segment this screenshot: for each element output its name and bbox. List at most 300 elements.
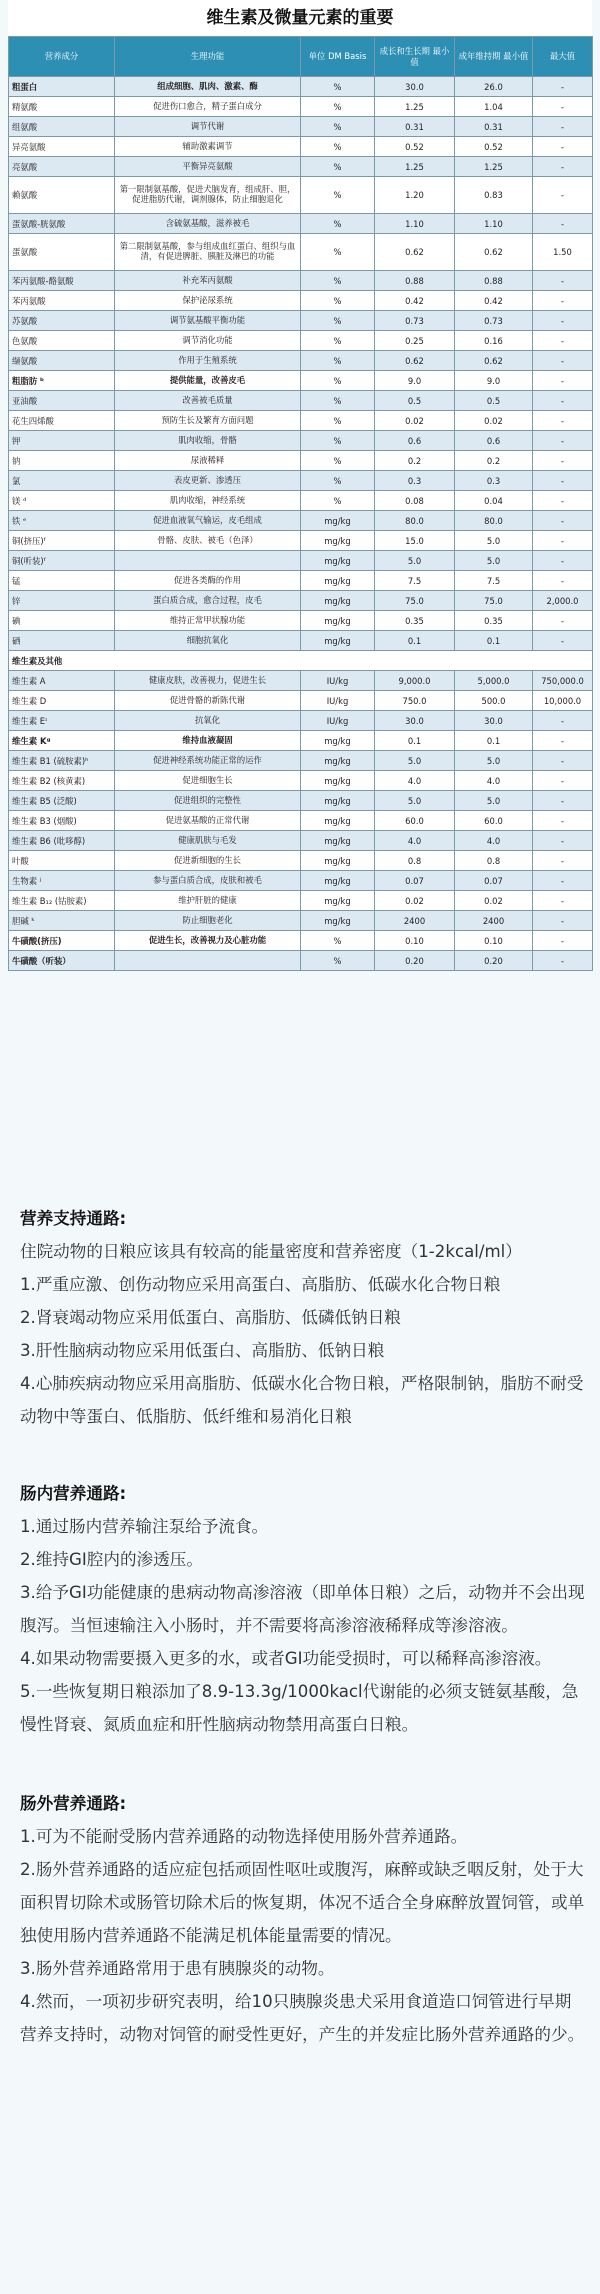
section-spacer — [20, 1433, 586, 1477]
nutrient-cell: 锌 — [9, 591, 115, 611]
nutrient-cell: 苏氨酸 — [9, 311, 115, 331]
section-paragraph: 3.肠外营养通路常用于患有胰腺炎的动物。 — [20, 1959, 335, 1978]
max-cell: - — [533, 137, 593, 157]
function-cell: 作用于生殖系统 — [115, 351, 301, 371]
function-cell — [115, 551, 301, 571]
header-nutrient: 营养成分 — [9, 37, 115, 77]
table-header-row — [9, 37, 593, 77]
nutrient-cell: 维生素 B1 (硫胺素)ʰ — [9, 751, 115, 771]
function-cell: 改善被毛质量 — [115, 391, 301, 411]
function-cell: 参与蛋白质合成，皮肤和被毛 — [115, 871, 301, 891]
growth-min-cell: 0.62 — [375, 234, 455, 271]
function-cell: 抗氧化 — [115, 711, 301, 731]
table-row — [9, 671, 593, 691]
function-cell: 促进血液氧气输运，皮毛组成 — [115, 511, 301, 531]
adult-min-cell: 7.5 — [455, 571, 533, 591]
growth-min-cell: 0.1 — [375, 631, 455, 651]
section-spacer — [20, 1741, 586, 1787]
table-row — [9, 871, 593, 891]
adult-min-cell: 0.1 — [455, 731, 533, 751]
adult-min-cell: 500.0 — [455, 691, 533, 711]
adult-min-cell: 0.83 — [455, 177, 533, 214]
table-row — [9, 351, 593, 371]
growth-min-cell: 0.10 — [375, 931, 455, 951]
adult-min-cell: 5.0 — [455, 531, 533, 551]
table-title: 维生素及微量元素的重要 — [206, 8, 394, 28]
nutrient-cell: 赖氨酸 — [9, 177, 115, 214]
nutrient-cell: 蛋氨酸-胱氨酸 — [9, 214, 115, 234]
unit-cell: % — [301, 157, 375, 177]
unit-cell: % — [301, 491, 375, 511]
table-row — [9, 214, 593, 234]
adult-min-cell: 0.73 — [455, 311, 533, 331]
adult-min-cell: 26.0 — [455, 77, 533, 97]
unit-cell: % — [301, 951, 375, 971]
nutrient-cell: 铜(挤压)ᶠ — [9, 531, 115, 551]
section-paragraph: 5.一些恢复期日粮添加了8.9-13.3g/1000kacl代谢能的必须支链氨基酸，急慢性肾衰、氮质血症和肝性脑病动物禁用高蛋白日粮。 — [20, 1682, 579, 1734]
adult-min-cell: 4.0 — [455, 771, 533, 791]
function-cell: 促进氨基酸的正常代谢 — [115, 811, 301, 831]
adult-min-cell: 0.20 — [455, 951, 533, 971]
growth-min-cell: 9,000.0 — [375, 671, 455, 691]
table-row — [9, 771, 593, 791]
function-cell: 表皮更新、渗透压 — [115, 471, 301, 491]
max-cell: - — [533, 411, 593, 431]
growth-min-cell: 60.0 — [375, 811, 455, 831]
section-paragraph: 1.严重应激、创伤动物应采用高蛋白、高脂肪、低碳水化合物日粮 — [20, 1275, 501, 1294]
table-section-row — [9, 651, 593, 671]
adult-min-cell: 1.10 — [455, 214, 533, 234]
nutrient-cell: 维生素 B₁₂ (钴胺素) — [9, 891, 115, 911]
nutrient-cell: 色氨酸 — [9, 331, 115, 351]
growth-min-cell: 0.62 — [375, 351, 455, 371]
function-cell: 尿液稀释 — [115, 451, 301, 471]
table-row — [9, 291, 593, 311]
max-cell: 10,000.0 — [533, 691, 593, 711]
unit-cell: % — [301, 77, 375, 97]
function-cell: 维持血液凝固 — [115, 731, 301, 751]
table-row — [9, 97, 593, 117]
unit-cell: mg/kg — [301, 871, 375, 891]
max-cell: - — [533, 751, 593, 771]
table-row — [9, 491, 593, 511]
unit-cell: % — [301, 391, 375, 411]
unit-cell: mg/kg — [301, 631, 375, 651]
section-paragraph: 4.然而，一项初步研究表明，给10只胰腺炎患犬采用食道造口饲管进行早期营养支持时，动物对饲管的耐受性更好，产生的并发症比肠外营养通路的少。 — [20, 1992, 585, 2044]
function-cell: 促进生长，改善视力及心脏功能 — [115, 931, 301, 951]
max-cell: - — [533, 117, 593, 137]
max-cell: - — [533, 711, 593, 731]
unit-cell: % — [301, 234, 375, 271]
adult-min-cell: 0.88 — [455, 271, 533, 291]
adult-min-cell: 5.0 — [455, 751, 533, 771]
table-row — [9, 177, 593, 214]
unit-cell: % — [301, 97, 375, 117]
nutrient-cell: 维生素 D — [9, 691, 115, 711]
header-max: 最大值 — [533, 37, 593, 77]
growth-min-cell: 1.10 — [375, 214, 455, 234]
adult-min-cell: 60.0 — [455, 811, 533, 831]
growth-min-cell: 0.5 — [375, 391, 455, 411]
table-row — [9, 531, 593, 551]
adult-min-cell: 0.10 — [455, 931, 533, 951]
table-row — [9, 551, 593, 571]
nutrient-cell: 粗脂肪 ᵇ — [9, 371, 115, 391]
table-row — [9, 431, 593, 451]
function-cell: 促进骨骼的新陈代谢 — [115, 691, 301, 711]
nutrient-cell: 蛋氨酸 — [9, 234, 115, 271]
growth-min-cell: 0.8 — [375, 851, 455, 871]
adult-min-cell: 0.6 — [455, 431, 533, 451]
function-cell: 维护肝脏的健康 — [115, 891, 301, 911]
nutrient-table-panel — [8, 0, 592, 971]
max-cell: - — [533, 177, 593, 214]
function-cell: 防止细胞老化 — [115, 911, 301, 931]
section-heading: 肠内营养通路: — [20, 1484, 127, 1503]
unit-cell: mg/kg — [301, 831, 375, 851]
max-cell: - — [533, 631, 593, 651]
growth-min-cell: 0.35 — [375, 611, 455, 631]
nutrient-cell: 缬氨酸 — [9, 351, 115, 371]
nutrient-cell: 苯丙氨酸-酪氨酸 — [9, 271, 115, 291]
max-cell: - — [533, 291, 593, 311]
table-row — [9, 751, 593, 771]
max-cell: - — [533, 491, 593, 511]
growth-min-cell: 0.2 — [375, 451, 455, 471]
function-cell: 平衡异亮氨酸 — [115, 157, 301, 177]
unit-cell: IU/kg — [301, 691, 375, 711]
adult-min-cell: 5.0 — [455, 551, 533, 571]
max-cell: 2,000.0 — [533, 591, 593, 611]
adult-min-cell: 2400 — [455, 911, 533, 931]
unit-cell: IU/kg — [301, 711, 375, 731]
unit-cell: mg/kg — [301, 791, 375, 811]
nutrient-cell: 花生四烯酸 — [9, 411, 115, 431]
section-paragraph: 3.给予GI功能健康的患病动物高渗溶液（即单体日粮）之后，动物并不会出现腹泻。当恒速输注入小肠时，并不需要将高渗溶液稀释成等渗溶液。 — [20, 1583, 585, 1635]
max-cell: - — [533, 157, 593, 177]
unit-cell: mg/kg — [301, 571, 375, 591]
growth-min-cell: 1.25 — [375, 97, 455, 117]
adult-min-cell: 0.31 — [455, 117, 533, 137]
nutrient-cell: 粗蛋白 — [9, 77, 115, 97]
article-body — [20, 1160, 586, 2051]
table-row — [9, 851, 593, 871]
max-cell: - — [533, 391, 593, 411]
table-row — [9, 391, 593, 411]
nutrient-cell: 组氨酸 — [9, 117, 115, 137]
adult-min-cell: 80.0 — [455, 511, 533, 531]
max-cell: - — [533, 731, 593, 751]
growth-min-cell: 30.0 — [375, 711, 455, 731]
function-cell: 促进伤口愈合，精子蛋白成分 — [115, 97, 301, 117]
unit-cell: mg/kg — [301, 591, 375, 611]
adult-min-cell: 1.04 — [455, 97, 533, 117]
growth-min-cell: 0.42 — [375, 291, 455, 311]
growth-min-cell: 0.20 — [375, 951, 455, 971]
table-row — [9, 691, 593, 711]
function-cell: 提供能量，改善皮毛 — [115, 371, 301, 391]
max-cell: - — [533, 271, 593, 291]
unit-cell: mg/kg — [301, 551, 375, 571]
function-cell: 肌肉收缩，骨骼 — [115, 431, 301, 451]
nutrient-cell: 锰 — [9, 571, 115, 591]
growth-min-cell: 4.0 — [375, 771, 455, 791]
function-cell: 促进细胞生长 — [115, 771, 301, 791]
unit-cell: % — [301, 351, 375, 371]
function-cell: 调节代谢 — [115, 117, 301, 137]
max-cell: - — [533, 891, 593, 911]
growth-min-cell: 5.0 — [375, 551, 455, 571]
nutrient-cell: 生物素 ʲ — [9, 871, 115, 891]
header-growth-min: 成长和生长期 最小值 — [375, 37, 455, 77]
function-cell: 保护泌尿系统 — [115, 291, 301, 311]
nutrient-cell: 胆碱 ᵏ — [9, 911, 115, 931]
function-cell: 促进组织的完整性 — [115, 791, 301, 811]
unit-cell: % — [301, 291, 375, 311]
max-cell: - — [533, 351, 593, 371]
max-cell: - — [533, 551, 593, 571]
nutrient-cell: 维生素 B5 (泛酸) — [9, 791, 115, 811]
function-cell: 促进新细胞的生长 — [115, 851, 301, 871]
nutrient-cell: 硒 — [9, 631, 115, 651]
nutrient-cell: 精氨酸 — [9, 97, 115, 117]
table-row — [9, 371, 593, 391]
function-cell: 促进各类酶的作用 — [115, 571, 301, 591]
section-paragraph: 2.维持GI腔内的渗透压。 — [20, 1550, 203, 1569]
growth-min-cell: 7.5 — [375, 571, 455, 591]
max-cell: 750,000.0 — [533, 671, 593, 691]
section-heading: 营养支持通路: — [20, 1209, 127, 1228]
nutrient-cell: 亮氨酸 — [9, 157, 115, 177]
function-cell: 组成细胞、肌肉、激素、酶 — [115, 77, 301, 97]
unit-cell: mg/kg — [301, 611, 375, 631]
growth-min-cell: 1.25 — [375, 157, 455, 177]
table-row — [9, 571, 593, 591]
nutrient-cell: 镁 ᵈ — [9, 491, 115, 511]
max-cell: - — [533, 911, 593, 931]
function-cell: 辅助激素调节 — [115, 137, 301, 157]
growth-min-cell: 75.0 — [375, 591, 455, 611]
adult-min-cell: 0.16 — [455, 331, 533, 351]
max-cell: - — [533, 331, 593, 351]
max-cell: - — [533, 791, 593, 811]
table-row — [9, 471, 593, 491]
table-row — [9, 611, 593, 631]
nutrient-cell: 钠 — [9, 451, 115, 471]
section-paragraph: 1.通过肠内营养输注泵给予流食。 — [20, 1517, 269, 1536]
nutrient-cell: 维生素 Eᶦ — [9, 711, 115, 731]
growth-min-cell: 15.0 — [375, 531, 455, 551]
adult-min-cell: 30.0 — [455, 711, 533, 731]
unit-cell: mg/kg — [301, 911, 375, 931]
table-body — [9, 77, 593, 971]
adult-min-cell: 0.62 — [455, 234, 533, 271]
table-row — [9, 831, 593, 851]
function-cell: 第一限制氨基酸，促进犬脑发育，组成肝、胆，促进脂肪代谢，调剂腺体，防止细胞退化 — [115, 177, 301, 214]
table-row — [9, 117, 593, 137]
adult-min-cell: 0.8 — [455, 851, 533, 871]
header-unit: 单位 DM Basis — [301, 37, 375, 77]
section-paragraph: 1.可为不能耐受肠内营养通路的动物选择使用肠外营养通路。 — [20, 1827, 468, 1846]
table-row — [9, 411, 593, 431]
unit-cell: mg/kg — [301, 811, 375, 831]
section-paragraph: 4.心肺疾病动物应采用高脂肪、低碳水化合物日粮，严格限制钠，脂肪不耐受动物中等蛋白、低脂肪、低纤维和易消化日粮 — [20, 1374, 584, 1426]
growth-min-cell: 0.02 — [375, 411, 455, 431]
max-cell: - — [533, 851, 593, 871]
adult-min-cell: 0.3 — [455, 471, 533, 491]
table-row — [9, 731, 593, 751]
growth-min-cell: 9.0 — [375, 371, 455, 391]
table-row — [9, 137, 593, 157]
max-cell: - — [533, 431, 593, 451]
growth-min-cell: 0.08 — [375, 491, 455, 511]
function-cell: 维持正常甲状腺功能 — [115, 611, 301, 631]
table-row — [9, 157, 593, 177]
unit-cell: % — [301, 311, 375, 331]
unit-cell: mg/kg — [301, 751, 375, 771]
max-cell: - — [533, 471, 593, 491]
table-row — [9, 911, 593, 931]
adult-min-cell: 1.25 — [455, 157, 533, 177]
unit-cell: % — [301, 931, 375, 951]
max-cell: - — [533, 371, 593, 391]
max-cell: - — [533, 871, 593, 891]
section-paragraph: 4.如果动物需要摄入更多的水，或者GI功能受损时，可以稀释高渗溶液。 — [20, 1649, 552, 1668]
unit-cell: % — [301, 271, 375, 291]
max-cell: - — [533, 511, 593, 531]
max-cell: - — [533, 77, 593, 97]
max-cell: - — [533, 571, 593, 591]
adult-min-cell: 0.62 — [455, 351, 533, 371]
function-cell: 健康肌肤与毛发 — [115, 831, 301, 851]
unit-cell: % — [301, 137, 375, 157]
table-row — [9, 631, 593, 651]
max-cell: - — [533, 831, 593, 851]
function-cell: 健康皮肤，改善视力，促进生长 — [115, 671, 301, 691]
adult-min-cell: 9.0 — [455, 371, 533, 391]
unit-cell: % — [301, 371, 375, 391]
max-cell: - — [533, 931, 593, 951]
max-cell: 1.50 — [533, 234, 593, 271]
function-cell: 肌肉收缩，神经系统 — [115, 491, 301, 511]
table-row — [9, 891, 593, 911]
table-row — [9, 77, 593, 97]
unit-cell: mg/kg — [301, 891, 375, 911]
growth-min-cell: 0.3 — [375, 471, 455, 491]
max-cell: - — [533, 811, 593, 831]
section-paragraph: 2.肾衰竭动物应采用低蛋白、高脂肪、低磷低钠日粮 — [20, 1308, 401, 1327]
function-cell: 促进神经系统功能正常的运作 — [115, 751, 301, 771]
unit-cell: % — [301, 411, 375, 431]
table-row — [9, 791, 593, 811]
adult-min-cell: 5,000.0 — [455, 671, 533, 691]
nutrient-cell: 维生素 A — [9, 671, 115, 691]
table-row — [9, 951, 593, 971]
section-paragraph: 住院动物的日粮应该具有较高的能量密度和营养密度（1-2kcal/ml） — [20, 1242, 522, 1261]
adult-min-cell: 0.07 — [455, 871, 533, 891]
table-row — [9, 331, 593, 351]
function-cell — [115, 951, 301, 971]
function-cell: 调节氨基酸平衡功能 — [115, 311, 301, 331]
growth-min-cell: 80.0 — [375, 511, 455, 531]
function-cell: 预防生长及繁育方面问题 — [115, 411, 301, 431]
section-label: 维生素及其他 — [9, 651, 593, 671]
header-adult-min: 成年维持期 最小值 — [455, 37, 533, 77]
growth-min-cell: 0.6 — [375, 431, 455, 451]
section-spacer — [20, 1160, 586, 1202]
unit-cell: % — [301, 331, 375, 351]
function-cell: 补充苯丙氨酸 — [115, 271, 301, 291]
function-cell: 含硫氨基酸，滋养被毛 — [115, 214, 301, 234]
table-row — [9, 271, 593, 291]
nutrient-cell: 异亮氨酸 — [9, 137, 115, 157]
adult-min-cell: 4.0 — [455, 831, 533, 851]
growth-min-cell: 0.02 — [375, 891, 455, 911]
growth-min-cell: 30.0 — [375, 77, 455, 97]
growth-min-cell: 1.20 — [375, 177, 455, 214]
nutrient-cell: 维生素 B6 (吡哆醇) — [9, 831, 115, 851]
table-row — [9, 451, 593, 471]
unit-cell: mg/kg — [301, 511, 375, 531]
adult-min-cell: 0.02 — [455, 891, 533, 911]
adult-min-cell: 75.0 — [455, 591, 533, 611]
nutrient-cell: 铜(听装)ᶠ — [9, 551, 115, 571]
max-cell: - — [533, 451, 593, 471]
unit-cell: mg/kg — [301, 531, 375, 551]
nutrient-cell: 钾 — [9, 431, 115, 451]
unit-cell: % — [301, 214, 375, 234]
adult-min-cell: 0.1 — [455, 631, 533, 651]
table-row — [9, 591, 593, 611]
table-row — [9, 234, 593, 271]
section-heading: 肠外营养通路: — [20, 1794, 127, 1813]
nutrient-table — [8, 36, 593, 971]
adult-min-cell: 0.04 — [455, 491, 533, 511]
nutrient-cell: 维生素 B3 (烟酸) — [9, 811, 115, 831]
function-cell: 蛋白质合成，愈合过程，皮毛 — [115, 591, 301, 611]
table-row — [9, 311, 593, 331]
header-function: 生理功能 — [115, 37, 301, 77]
unit-cell: % — [301, 471, 375, 491]
max-cell: - — [533, 611, 593, 631]
table-row — [9, 711, 593, 731]
nutrient-cell: 牛磺酸（听装） — [9, 951, 115, 971]
unit-cell: mg/kg — [301, 731, 375, 751]
max-cell: - — [533, 771, 593, 791]
adult-min-cell: 0.2 — [455, 451, 533, 471]
adult-min-cell: 5.0 — [455, 791, 533, 811]
nutrient-cell: 维生素 Kᵍ — [9, 731, 115, 751]
max-cell: - — [533, 214, 593, 234]
growth-min-cell: 0.88 — [375, 271, 455, 291]
growth-min-cell: 2400 — [375, 911, 455, 931]
growth-min-cell: 4.0 — [375, 831, 455, 851]
section-paragraph: 3.肝性脑病动物应采用低蛋白、高脂肪、低钠日粮 — [20, 1341, 385, 1360]
function-cell: 第二限制氨基酸，参与组成血红蛋白、组织与血清，有促进脾脏、胰脏及淋巴的功能 — [115, 234, 301, 271]
nutrient-cell: 氯 — [9, 471, 115, 491]
function-cell: 细胞抗氧化 — [115, 631, 301, 651]
nutrient-cell: 维生素 B2 (核黄素) — [9, 771, 115, 791]
table-row — [9, 511, 593, 531]
nutrient-cell: 铁 ᵉ — [9, 511, 115, 531]
growth-min-cell: 5.0 — [375, 751, 455, 771]
growth-min-cell: 5.0 — [375, 791, 455, 811]
unit-cell: % — [301, 117, 375, 137]
nutrient-cell: 苯丙氨酸 — [9, 291, 115, 311]
growth-min-cell: 0.31 — [375, 117, 455, 137]
adult-min-cell: 0.35 — [455, 611, 533, 631]
function-cell: 调节消化功能 — [115, 331, 301, 351]
